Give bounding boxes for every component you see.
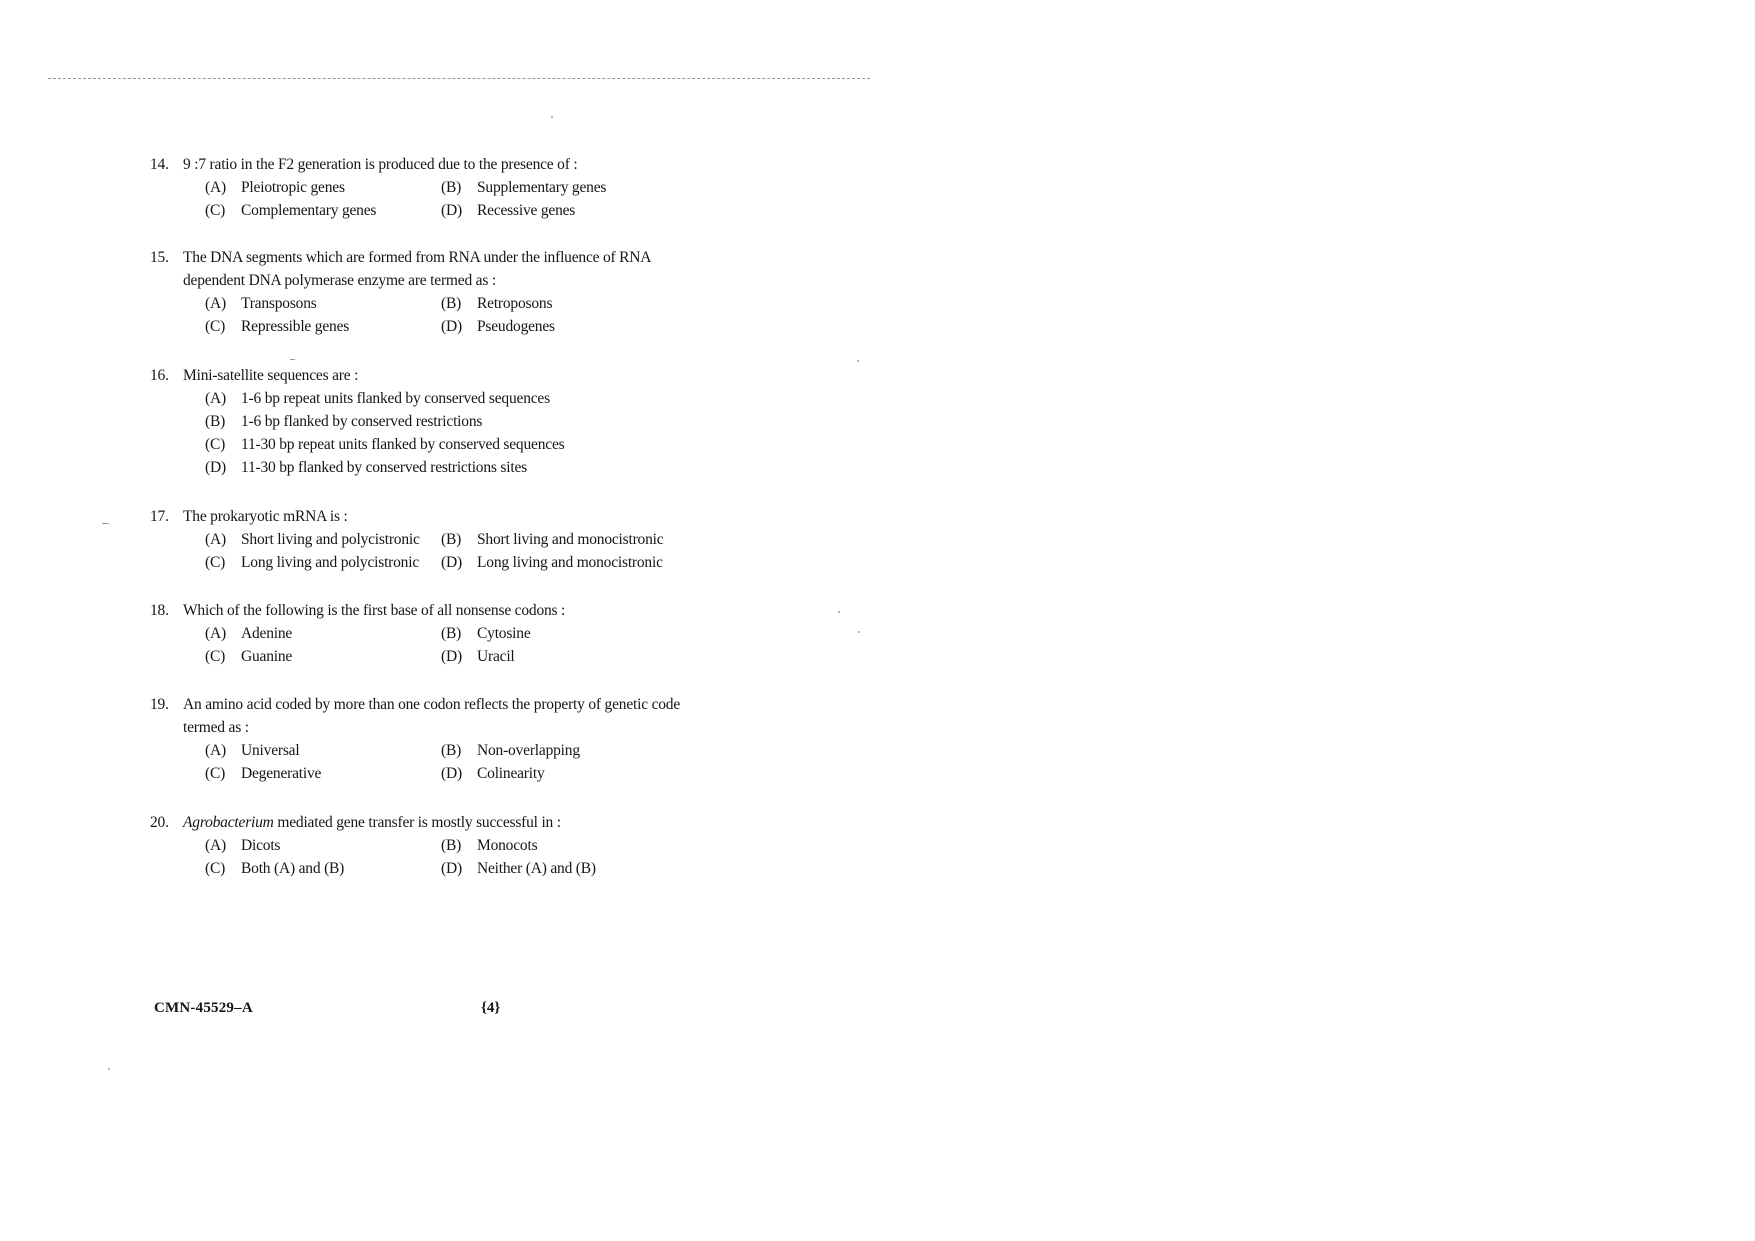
question-text-italic: Agrobacterium — [183, 814, 274, 831]
option-c: (C) Guanine — [205, 648, 293, 665]
scan-speck — [102, 523, 109, 524]
scan-speck — [551, 116, 553, 118]
option-a: (A) Dicots — [205, 837, 281, 854]
option-d: (D) Pseudogenes — [441, 318, 555, 335]
option-a: (A) Adenine — [205, 625, 293, 642]
option-c: (C) Degenerative — [205, 765, 322, 782]
question-14 — [150, 153, 710, 222]
option-a: (A) Pleiotropic genes — [205, 179, 345, 196]
question-number: 15. — [150, 249, 169, 266]
question-text: Which of the following is the first base of all nonsense codons : — [183, 602, 566, 619]
question-text: An amino acid coded by more than one codon reflects the property of genetic code termed as : — [183, 696, 681, 736]
question-stem — [150, 246, 710, 292]
option-c: (C) Both (A) and (B) — [205, 860, 345, 877]
question-stem — [150, 599, 710, 622]
question-stem — [150, 811, 710, 834]
option-c: (C) Complementary genes — [205, 202, 377, 219]
question-text: 9 :7 ratio in the F2 generation is produced due to the presence of : — [183, 156, 578, 173]
top-rule — [48, 78, 870, 79]
option-a: (A) 1-6 bp repeat units flanked by conserved sequences — [205, 390, 550, 407]
options — [205, 176, 710, 222]
options — [205, 292, 710, 338]
scan-speck — [857, 360, 859, 362]
question-stem — [150, 505, 710, 528]
question-text: The prokaryotic mRNA is : — [183, 508, 348, 525]
option-b: (B) Monocots — [441, 837, 538, 854]
option-d: (D) 11-30 bp flanked by conserved restrictions sites — [205, 459, 527, 476]
question-18 — [150, 599, 710, 668]
question-number: 16. — [150, 367, 169, 384]
option-d: (D) Uracil — [441, 648, 515, 665]
scan-speck — [108, 1068, 110, 1070]
options — [205, 834, 710, 880]
paper-code: CMN-45529–A — [154, 1000, 253, 1016]
option-b: (B) Short living and monocistronic — [441, 531, 664, 548]
question-number: 17. — [150, 508, 169, 525]
option-d: (D) Recessive genes — [441, 202, 576, 219]
option-d: (D) Long living and monocistronic — [441, 554, 663, 571]
option-c: (C) 11-30 bp repeat units flanked by conserved sequences — [205, 436, 565, 453]
question-stem — [150, 153, 710, 176]
options — [205, 739, 710, 785]
option-b: (B) Non-overlapping — [441, 742, 580, 759]
question-text: Mini-satellite sequences are : — [183, 367, 359, 384]
option-c: (C) Long living and polycistronic — [205, 554, 420, 571]
option-d: (D) Colinearity — [441, 765, 545, 782]
question-number: 19. — [150, 696, 169, 713]
question-15 — [150, 246, 710, 338]
scan-speck — [858, 631, 860, 633]
question-stem — [150, 693, 710, 739]
option-d: (D) Neither (A) and (B) — [441, 860, 596, 877]
option-a: (A) Short living and polycistronic — [205, 531, 420, 548]
question-20 — [150, 811, 710, 880]
question-number: 20. — [150, 814, 169, 831]
options — [205, 387, 710, 479]
question-19 — [150, 693, 710, 785]
scan-speck — [290, 359, 295, 360]
option-b: (B) Cytosine — [441, 625, 531, 642]
options — [205, 622, 710, 668]
question-16 — [150, 364, 710, 479]
question-stem — [150, 364, 710, 387]
option-a: (A) Universal — [205, 742, 300, 759]
scan-speck — [838, 611, 840, 613]
page-number: {4} — [481, 1000, 501, 1016]
question-number: 14. — [150, 156, 169, 173]
options — [205, 528, 710, 574]
option-b: (B) 1-6 bp flanked by conserved restrictions — [205, 413, 483, 430]
question-17 — [150, 505, 710, 574]
option-b: (B) Retroposons — [441, 295, 553, 312]
question-text: The DNA segments which are formed from RNA under the influence of RNA dependent DNA polymerase enzyme are termed as : — [183, 249, 651, 289]
option-b: (B) Supplementary genes — [441, 179, 607, 196]
option-c: (C) Repressible genes — [205, 318, 350, 335]
question-text: mediated gene transfer is mostly successful in : — [273, 814, 561, 831]
option-a: (A) Transposons — [205, 295, 317, 312]
question-number: 18. — [150, 602, 169, 619]
